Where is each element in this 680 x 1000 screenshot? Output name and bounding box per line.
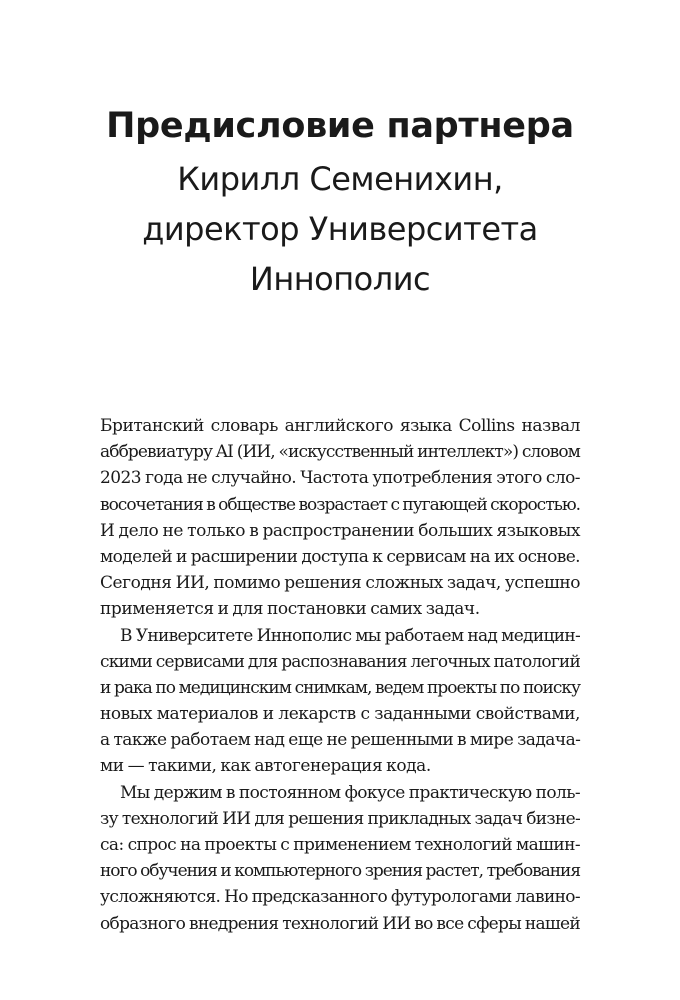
text-line: новых материалов и лекарств с заданными свойствами, [100, 704, 580, 725]
author-role-line: директор Университета [142, 210, 538, 248]
text-line: моделей и расширении доступа к сервисам на их основе. [100, 546, 580, 567]
text-line: И дело не только в распространении больших языковых [100, 520, 580, 541]
text-line: аббревиатуру AI (ИИ, «искусственный интеллект») словом [100, 442, 580, 463]
text-line: и рака по медицинским снимкам, ведем проекты по поиску [100, 677, 580, 698]
text-line: Сегодня ИИ, помимо решения сложных задач, успешно [100, 573, 580, 594]
author-attribution [0, 154, 680, 304]
text-line: 2023 года не случайно. Частота употребления этого сло- [100, 468, 580, 489]
author-name-line: Кирилл Семенихин, [177, 160, 503, 198]
chapter-heading [0, 98, 680, 304]
author-org-line: Иннополис [249, 260, 431, 298]
text-line: В Университете Иннополис мы работаем над медицин- [120, 625, 580, 646]
text-line: а также работаем над еще не решенными в мире задача- [100, 730, 581, 751]
text-line: ми — такими, как автогенерация кода. [100, 756, 431, 777]
text-line: ного обучения и компьютерного зрения растет, требования [100, 861, 580, 882]
chapter-title: Предисловие партнера [106, 106, 574, 146]
text-line: восочетания в обществе возрастает с пугающей скоростью. [100, 494, 581, 515]
text-line: зу технологий ИИ для решения прикладных задач бизне- [100, 808, 580, 829]
text-line: Британский словарь английского языка Collins назвал [100, 416, 580, 436]
body-text [100, 413, 580, 937]
text-line: скими сервисами для распознавания легочных патологий [100, 651, 580, 672]
text-line: образного внедрения технологий ИИ во все сферы нашей [100, 913, 580, 934]
paragraph-3 [100, 780, 580, 937]
text-line: усложняются. Но предсказанного футурологами лавино- [100, 887, 580, 908]
paragraph-1 [100, 413, 580, 623]
text-line: применяется и для постановки самих задач. [100, 599, 480, 620]
text-line: Мы держим в постоянном фокусе практическую поль- [120, 782, 580, 803]
text-line: са: спрос на проекты с применением технологий машин- [100, 835, 580, 855]
paragraph-2 [100, 623, 580, 780]
